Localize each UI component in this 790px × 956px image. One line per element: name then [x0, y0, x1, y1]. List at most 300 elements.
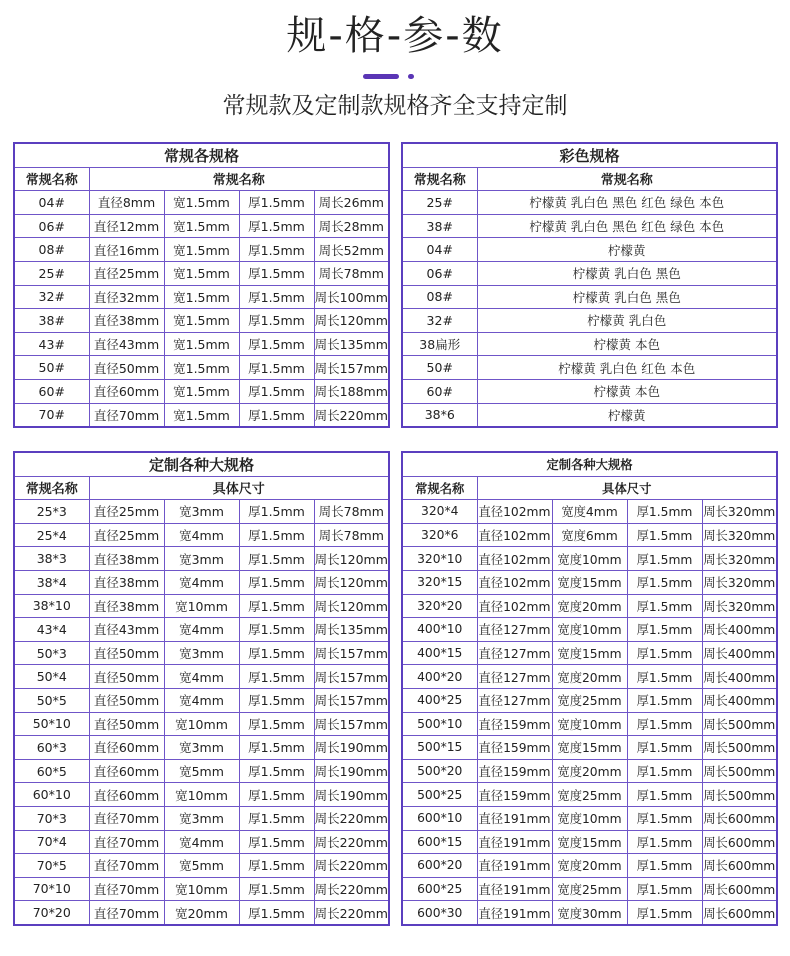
cell-width: 宽度25mm: [552, 877, 627, 901]
cell-name: 06#: [14, 214, 89, 238]
table-row: [402, 594, 777, 618]
cell-name: 60*5: [14, 759, 89, 783]
cell-perimeter: 周长500mm: [702, 783, 777, 807]
cell-width: 宽4mm: [164, 570, 239, 594]
cell-colors: 柠檬黄: [477, 403, 777, 427]
table-row: [402, 379, 777, 403]
cell-thickness: 厚1.5mm: [627, 783, 702, 807]
cell-diameter: 直径43mm: [89, 332, 164, 356]
cell-name: 320*6: [402, 523, 477, 547]
cell-diameter: 直径127mm: [477, 641, 552, 665]
cell-perimeter: 周长157mm: [314, 665, 389, 689]
cell-width: 宽度20mm: [552, 594, 627, 618]
cell-diameter: 直径60mm: [89, 379, 164, 403]
cell-diameter: 直径70mm: [89, 830, 164, 854]
cell-thickness: 厚1.5mm: [627, 688, 702, 712]
cell-thickness: 厚1.5mm: [627, 854, 702, 878]
column-header-name: 常规名称: [402, 167, 477, 191]
cell-perimeter: 周长220mm: [314, 877, 389, 901]
cell-perimeter: 周长157mm: [314, 688, 389, 712]
cell-thickness: 厚1.5mm: [239, 736, 314, 760]
cell-width: 宽3mm: [164, 547, 239, 571]
column-header-name: 常规名称: [14, 476, 89, 500]
table-row: [402, 783, 777, 807]
cell-diameter: 直径43mm: [89, 618, 164, 642]
table-row: [402, 688, 777, 712]
cell-diameter: 直径50mm: [89, 356, 164, 380]
cell-colors: 柠檬黄 乳白色 黑色 红色 绿色 本色: [477, 214, 777, 238]
cell-perimeter: 周长157mm: [314, 641, 389, 665]
cell-perimeter: 周长135mm: [314, 618, 389, 642]
table-caption: 定制各种大规格: [14, 452, 389, 476]
cell-thickness: 厚1.5mm: [239, 500, 314, 524]
cell-name: 38*3: [14, 547, 89, 571]
table-row: [14, 356, 389, 380]
cell-diameter: 直径25mm: [89, 500, 164, 524]
cell-name: 50*5: [14, 688, 89, 712]
cell-thickness: 厚1.5mm: [627, 736, 702, 760]
color-spec-table: [401, 142, 778, 428]
cell-name: 500*15: [402, 736, 477, 760]
cell-thickness: 厚1.5mm: [239, 379, 314, 403]
table-row: [402, 854, 777, 878]
cell-width: 宽5mm: [164, 759, 239, 783]
table-row: [402, 877, 777, 901]
cell-width: 宽度15mm: [552, 641, 627, 665]
cell-width: 宽5mm: [164, 854, 239, 878]
table-row: [402, 214, 777, 238]
cell-width: 宽度20mm: [552, 665, 627, 689]
cell-name: 25*4: [14, 523, 89, 547]
table-row: [14, 877, 389, 901]
cell-perimeter: 周长500mm: [702, 736, 777, 760]
cell-name: 04#: [402, 238, 477, 262]
table-row: [14, 332, 389, 356]
cell-width: 宽1.5mm: [164, 191, 239, 215]
cell-name: 400*15: [402, 641, 477, 665]
table-row: [14, 523, 389, 547]
cell-name: 43*4: [14, 618, 89, 642]
table-row: [402, 901, 777, 925]
cell-width: 宽度20mm: [552, 759, 627, 783]
table-row: [14, 261, 389, 285]
cell-name: 32#: [14, 285, 89, 309]
cell-thickness: 厚1.5mm: [239, 877, 314, 901]
table-row: [402, 570, 777, 594]
table-row: [14, 854, 389, 878]
cell-diameter: 直径16mm: [89, 238, 164, 262]
cell-diameter: 直径38mm: [89, 309, 164, 333]
table-row: [14, 214, 389, 238]
cell-name: 50*10: [14, 712, 89, 736]
cell-thickness: 厚1.5mm: [627, 570, 702, 594]
cell-perimeter: 周长600mm: [702, 854, 777, 878]
cell-thickness: 厚1.5mm: [239, 261, 314, 285]
cell-diameter: 直径50mm: [89, 665, 164, 689]
cell-perimeter: 周长320mm: [702, 594, 777, 618]
cell-name: 600*30: [402, 901, 477, 925]
cell-name: 38#: [402, 214, 477, 238]
cell-diameter: 直径50mm: [89, 688, 164, 712]
cell-perimeter: 周长78mm: [314, 523, 389, 547]
table-row: [14, 665, 389, 689]
cell-perimeter: 周长320mm: [702, 500, 777, 524]
cell-diameter: 直径38mm: [89, 547, 164, 571]
cell-width: 宽1.5mm: [164, 261, 239, 285]
cell-thickness: 厚1.5mm: [239, 665, 314, 689]
custom-spec-table-right: [401, 451, 778, 926]
cell-diameter: 直径191mm: [477, 806, 552, 830]
cell-name: 25#: [402, 191, 477, 215]
cell-perimeter: 周长500mm: [702, 712, 777, 736]
table-row: [14, 285, 389, 309]
cell-perimeter: 周长220mm: [314, 854, 389, 878]
cell-name: 70*5: [14, 854, 89, 878]
cell-diameter: 直径102mm: [477, 500, 552, 524]
cell-perimeter: 周长135mm: [314, 332, 389, 356]
cell-colors: 柠檬黄 本色: [477, 379, 777, 403]
cell-thickness: 厚1.5mm: [239, 238, 314, 262]
table-caption: 常规各规格: [14, 143, 389, 167]
table-row: [402, 261, 777, 285]
custom-spec-table-left: [13, 451, 390, 926]
cell-width: 宽1.5mm: [164, 379, 239, 403]
cell-thickness: 厚1.5mm: [627, 877, 702, 901]
cell-name: 70*10: [14, 877, 89, 901]
table-row: [402, 332, 777, 356]
cell-name: 400*25: [402, 688, 477, 712]
cell-name: 38*10: [14, 594, 89, 618]
cell-width: 宽度15mm: [552, 736, 627, 760]
cell-perimeter: 周长500mm: [702, 759, 777, 783]
cell-width: 宽度10mm: [552, 806, 627, 830]
cell-width: 宽1.5mm: [164, 403, 239, 427]
cell-thickness: 厚1.5mm: [239, 830, 314, 854]
cell-diameter: 直径70mm: [89, 877, 164, 901]
cell-width: 宽3mm: [164, 736, 239, 760]
cell-thickness: 厚1.5mm: [239, 570, 314, 594]
cell-perimeter: 周长220mm: [314, 806, 389, 830]
cell-perimeter: 周长320mm: [702, 523, 777, 547]
cell-thickness: 厚1.5mm: [239, 594, 314, 618]
cell-thickness: 厚1.5mm: [239, 523, 314, 547]
table-row: [14, 830, 389, 854]
cell-diameter: 直径127mm: [477, 688, 552, 712]
cell-diameter: 直径127mm: [477, 618, 552, 642]
cell-thickness: 厚1.5mm: [627, 665, 702, 689]
cell-width: 宽1.5mm: [164, 356, 239, 380]
title-underline-bar: [363, 74, 399, 79]
table-row: [402, 500, 777, 524]
cell-name: 38#: [14, 309, 89, 333]
cell-name: 70*3: [14, 806, 89, 830]
table-row: [14, 641, 389, 665]
cell-name: 400*20: [402, 665, 477, 689]
table-row: [14, 547, 389, 571]
cell-thickness: 厚1.5mm: [239, 403, 314, 427]
cell-width: 宽1.5mm: [164, 285, 239, 309]
cell-name: 08#: [14, 238, 89, 262]
table-row: [402, 641, 777, 665]
cell-colors: 柠檬黄 乳白色 黑色: [477, 261, 777, 285]
cell-width: 宽4mm: [164, 523, 239, 547]
cell-name: 60*10: [14, 783, 89, 807]
cell-diameter: 直径60mm: [89, 759, 164, 783]
table-row: [14, 570, 389, 594]
cell-width: 宽4mm: [164, 665, 239, 689]
cell-thickness: 厚1.5mm: [627, 901, 702, 925]
cell-perimeter: 周长188mm: [314, 379, 389, 403]
cell-name: 38扁形: [402, 332, 477, 356]
cell-name: 60#: [14, 379, 89, 403]
table-row: [402, 712, 777, 736]
cell-name: 60#: [402, 379, 477, 403]
cell-name: 04#: [14, 191, 89, 215]
cell-diameter: 直径70mm: [89, 403, 164, 427]
cell-thickness: 厚1.5mm: [239, 285, 314, 309]
cell-thickness: 厚1.5mm: [239, 332, 314, 356]
table-row: [14, 618, 389, 642]
cell-perimeter: 周长120mm: [314, 570, 389, 594]
table-row: [402, 403, 777, 427]
table-row: [402, 309, 777, 333]
table-row: [14, 379, 389, 403]
table-row: [14, 901, 389, 925]
cell-width: 宽1.5mm: [164, 214, 239, 238]
cell-name: 600*15: [402, 830, 477, 854]
cell-diameter: 直径12mm: [89, 214, 164, 238]
cell-width: 宽1.5mm: [164, 309, 239, 333]
cell-name: 25#: [14, 261, 89, 285]
table-row: [14, 688, 389, 712]
cell-diameter: 直径50mm: [89, 712, 164, 736]
cell-colors: 柠檬黄 乳白色 红色 本色: [477, 356, 777, 380]
cell-diameter: 直径60mm: [89, 783, 164, 807]
cell-perimeter: 周长157mm: [314, 356, 389, 380]
cell-diameter: 直径60mm: [89, 736, 164, 760]
cell-perimeter: 周长400mm: [702, 618, 777, 642]
regular-spec-table: [13, 142, 390, 428]
cell-thickness: 厚1.5mm: [239, 854, 314, 878]
table-row: [402, 665, 777, 689]
cell-thickness: 厚1.5mm: [627, 618, 702, 642]
cell-perimeter: 周长120mm: [314, 309, 389, 333]
table-row: [14, 712, 389, 736]
cell-width: 宽4mm: [164, 830, 239, 854]
table-row: [14, 238, 389, 262]
table-row: [402, 547, 777, 571]
cell-thickness: 厚1.5mm: [239, 214, 314, 238]
cell-thickness: 厚1.5mm: [239, 688, 314, 712]
cell-perimeter: 周长320mm: [702, 547, 777, 571]
table-row: [14, 783, 389, 807]
table-row: [402, 356, 777, 380]
cell-name: 500*10: [402, 712, 477, 736]
cell-thickness: 厚1.5mm: [239, 356, 314, 380]
cell-perimeter: 周长400mm: [702, 688, 777, 712]
cell-thickness: 厚1.5mm: [239, 547, 314, 571]
cell-thickness: 厚1.5mm: [627, 594, 702, 618]
cell-width: 宽度15mm: [552, 570, 627, 594]
cell-perimeter: 周长190mm: [314, 783, 389, 807]
cell-diameter: 直径50mm: [89, 641, 164, 665]
cell-thickness: 厚1.5mm: [239, 901, 314, 925]
table-row: [402, 618, 777, 642]
cell-thickness: 厚1.5mm: [239, 712, 314, 736]
cell-diameter: 直径191mm: [477, 901, 552, 925]
table-row: [14, 403, 389, 427]
cell-diameter: 直径102mm: [477, 594, 552, 618]
cell-thickness: 厚1.5mm: [627, 641, 702, 665]
cell-name: 38*6: [402, 403, 477, 427]
cell-width: 宽度10mm: [552, 712, 627, 736]
cell-perimeter: 周长52mm: [314, 238, 389, 262]
cell-thickness: 厚1.5mm: [627, 806, 702, 830]
table-row: [14, 309, 389, 333]
cell-colors: 柠檬黄 乳白色 黑色: [477, 285, 777, 309]
cell-width: 宽度25mm: [552, 688, 627, 712]
cell-thickness: 厚1.5mm: [239, 806, 314, 830]
cell-thickness: 厚1.5mm: [239, 759, 314, 783]
cell-perimeter: 周长600mm: [702, 830, 777, 854]
cell-width: 宽度10mm: [552, 547, 627, 571]
table-caption: 彩色规格: [402, 143, 777, 167]
cell-width: 宽1.5mm: [164, 238, 239, 262]
table-row: [402, 806, 777, 830]
cell-diameter: 直径159mm: [477, 712, 552, 736]
cell-perimeter: 周长100mm: [314, 285, 389, 309]
cell-perimeter: 周长120mm: [314, 594, 389, 618]
cell-width: 宽3mm: [164, 806, 239, 830]
table-row: [402, 238, 777, 262]
cell-thickness: 厚1.5mm: [627, 712, 702, 736]
cell-width: 宽1.5mm: [164, 332, 239, 356]
cell-thickness: 厚1.5mm: [627, 759, 702, 783]
cell-colors: 柠檬黄 乳白色 黑色 红色 绿色 本色: [477, 191, 777, 215]
cell-diameter: 直径102mm: [477, 570, 552, 594]
cell-name: 50#: [14, 356, 89, 380]
cell-diameter: 直径191mm: [477, 877, 552, 901]
cell-thickness: 厚1.5mm: [239, 618, 314, 642]
cell-diameter: 直径102mm: [477, 547, 552, 571]
cell-diameter: 直径8mm: [89, 191, 164, 215]
cell-width: 宽10mm: [164, 712, 239, 736]
cell-perimeter: 周长320mm: [702, 570, 777, 594]
cell-perimeter: 周长190mm: [314, 736, 389, 760]
cell-diameter: 直径127mm: [477, 665, 552, 689]
cell-perimeter: 周长120mm: [314, 547, 389, 571]
cell-diameter: 直径191mm: [477, 830, 552, 854]
table-row: [402, 736, 777, 760]
cell-perimeter: 周长28mm: [314, 214, 389, 238]
cell-diameter: 直径70mm: [89, 901, 164, 925]
column-header-spec: 常规名称: [477, 167, 777, 191]
cell-perimeter: 周长600mm: [702, 806, 777, 830]
cell-name: 600*20: [402, 854, 477, 878]
title-underline-dot: [408, 74, 414, 79]
table-row: [402, 191, 777, 215]
cell-name: 500*25: [402, 783, 477, 807]
cell-thickness: 厚1.5mm: [239, 191, 314, 215]
cell-thickness: 厚1.5mm: [239, 783, 314, 807]
cell-name: 50#: [402, 356, 477, 380]
table-row: [14, 500, 389, 524]
cell-name: 500*20: [402, 759, 477, 783]
column-header-spec: 具体尺寸: [477, 476, 777, 500]
cell-name: 32#: [402, 309, 477, 333]
cell-width: 宽3mm: [164, 500, 239, 524]
cell-name: 320*4: [402, 500, 477, 524]
table-row: [14, 806, 389, 830]
cell-perimeter: 周长220mm: [314, 830, 389, 854]
cell-thickness: 厚1.5mm: [627, 830, 702, 854]
column-header-spec: 常规名称: [89, 167, 389, 191]
cell-name: 400*10: [402, 618, 477, 642]
cell-width: 宽度25mm: [552, 783, 627, 807]
cell-name: 08#: [402, 285, 477, 309]
cell-name: 600*25: [402, 877, 477, 901]
cell-colors: 柠檬黄 乳白色: [477, 309, 777, 333]
cell-perimeter: 周长157mm: [314, 712, 389, 736]
cell-diameter: 直径191mm: [477, 854, 552, 878]
cell-diameter: 直径25mm: [89, 261, 164, 285]
cell-thickness: 厚1.5mm: [627, 500, 702, 524]
cell-width: 宽度6mm: [552, 523, 627, 547]
cell-diameter: 直径25mm: [89, 523, 164, 547]
cell-perimeter: 周长600mm: [702, 877, 777, 901]
cell-name: 43#: [14, 332, 89, 356]
cell-perimeter: 周长220mm: [314, 901, 389, 925]
cell-name: 320*15: [402, 570, 477, 594]
table-row: [402, 759, 777, 783]
cell-thickness: 厚1.5mm: [239, 309, 314, 333]
cell-diameter: 直径38mm: [89, 594, 164, 618]
cell-perimeter: 周长600mm: [702, 901, 777, 925]
column-header-spec: 具体尺寸: [89, 476, 389, 500]
cell-diameter: 直径32mm: [89, 285, 164, 309]
table-row: [402, 523, 777, 547]
cell-name: 60*3: [14, 736, 89, 760]
cell-perimeter: 周长78mm: [314, 500, 389, 524]
cell-diameter: 直径159mm: [477, 736, 552, 760]
cell-name: 70*20: [14, 901, 89, 925]
cell-thickness: 厚1.5mm: [627, 523, 702, 547]
cell-width: 宽10mm: [164, 877, 239, 901]
cell-width: 宽4mm: [164, 688, 239, 712]
cell-width: 宽10mm: [164, 594, 239, 618]
cell-perimeter: 周长400mm: [702, 641, 777, 665]
cell-diameter: 直径159mm: [477, 759, 552, 783]
cell-width: 宽度10mm: [552, 618, 627, 642]
cell-width: 宽10mm: [164, 783, 239, 807]
cell-perimeter: 周长190mm: [314, 759, 389, 783]
cell-colors: 柠檬黄: [477, 238, 777, 262]
cell-diameter: 直径38mm: [89, 570, 164, 594]
table-caption: 定制各种大规格: [402, 452, 777, 476]
cell-name: 50*3: [14, 641, 89, 665]
table-row: [14, 594, 389, 618]
cell-perimeter: 周长400mm: [702, 665, 777, 689]
cell-thickness: 厚1.5mm: [627, 547, 702, 571]
cell-name: 25*3: [14, 500, 89, 524]
table-row: [14, 191, 389, 215]
cell-width: 宽度30mm: [552, 901, 627, 925]
column-header-name: 常规名称: [402, 476, 477, 500]
cell-width: 宽4mm: [164, 618, 239, 642]
cell-diameter: 直径159mm: [477, 783, 552, 807]
cell-name: 600*10: [402, 806, 477, 830]
table-row: [402, 830, 777, 854]
